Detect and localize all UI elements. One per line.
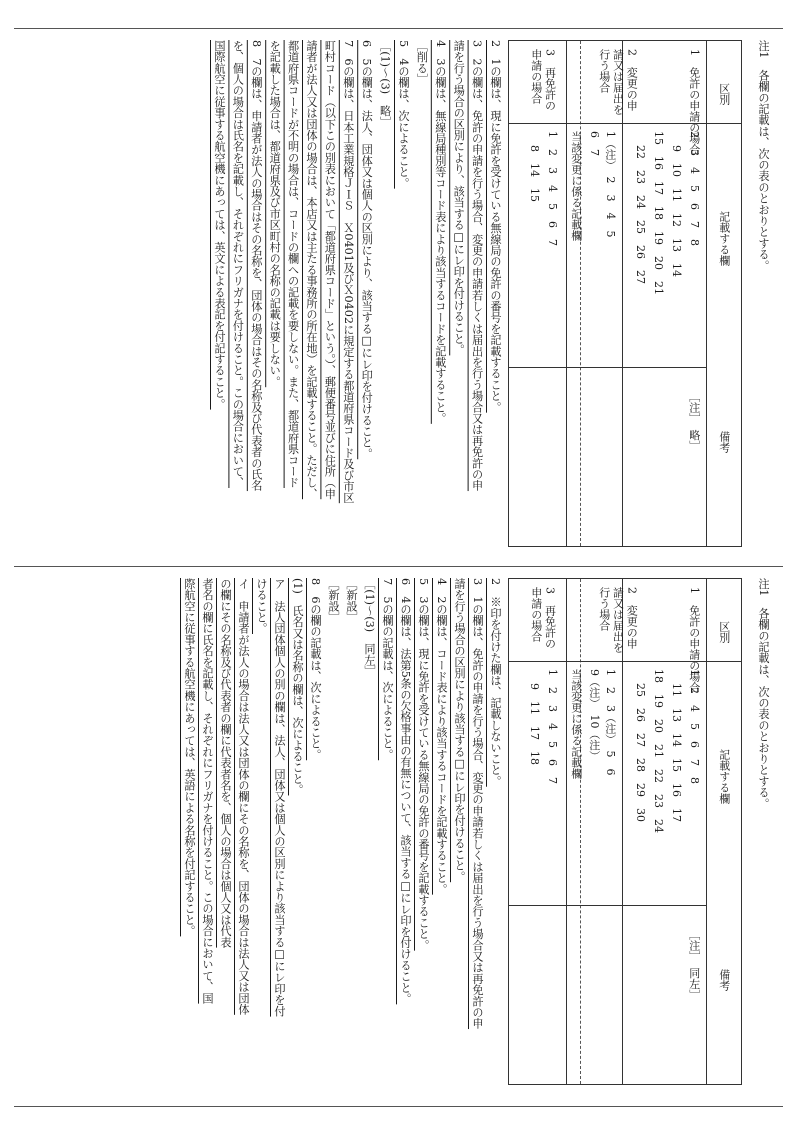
note-line: 2 1の欄は、現に免許を受けている無線局の免許の番号を記載すること。 bbox=[489, 40, 502, 413]
note-line: 国際航空に従事する航空機にあっては、英文による表記を付記すること。 bbox=[213, 40, 226, 410]
row1-kubun: 1 免許の申請の場合 bbox=[687, 49, 701, 155]
note-line: 者名の欄に氏名を記載し、それぞれにフリガナを付けること。この場合において、国 bbox=[201, 578, 214, 1004]
note-line: 7 6の欄は、日本工業規格ＪＩＳ Ｘ0401及びＸ0402に規定する都道府県コード及び市区 bbox=[341, 40, 355, 504]
note-line: 3 1の欄は、免許の申請を行う場合、変更の申請若しくは届出を行う場合又は再免許の申 bbox=[471, 578, 484, 1030]
row1-biko: ［注］ 略］ bbox=[687, 391, 701, 452]
note-line: 町村コード（以下この別表において「都道府県コード」という。）、郵便番号並びに住所（申 bbox=[323, 40, 337, 500]
row1-kisai-3: 18 19 20 21 22 23 24 bbox=[651, 669, 665, 833]
note-line: 8 7の欄は、申請者が法人の場合はその名称を、団体の場合はその名称及び代表者の氏名 bbox=[249, 40, 263, 492]
row3-kisai-2: 8 14 15 bbox=[527, 145, 541, 202]
note-line: 請者が法人又は団体の場合は、本店又は主たる事務所の所在地）を記載すること。ただし、 bbox=[305, 40, 318, 500]
panel-proposed bbox=[30, 578, 770, 1098]
row2-kisai-2: 6 7 bbox=[587, 131, 601, 156]
note-line: を記載した場合は、都道府県及び市区町村の名称の記載は要しない。 bbox=[268, 40, 282, 388]
note-line: 7 5の欄の記載は、次によること。 bbox=[381, 578, 394, 761]
note-line: ［新設］ bbox=[327, 578, 340, 623]
row1-kubun: 1 免許の申請の場合 bbox=[687, 587, 701, 693]
note-line: ［削る］ bbox=[415, 40, 429, 85]
panel-current bbox=[30, 40, 770, 560]
note-table bbox=[508, 40, 742, 547]
row1-kisai-1: 2 3 4 5 6 7 8 bbox=[687, 131, 701, 246]
note-line: 5 4の欄は、次によること。 bbox=[397, 40, 410, 189]
note-line: の欄にその名称及び代表者の欄に代表者名を、個人の場合は個人又は代表 bbox=[219, 578, 232, 948]
row1-kisai-1: 1 2 4 5 6 7 8 bbox=[687, 669, 701, 784]
panel-title: 注1 各欄の記載は、次の表のとおりとする。 bbox=[757, 578, 770, 810]
note-line: 都道府県コードが不明の場合は、コードの欄への記載を要しない。また、都道府県コード bbox=[286, 40, 300, 488]
header-biko: 備考 bbox=[717, 431, 731, 453]
divider-middle bbox=[14, 566, 783, 567]
divider-top bbox=[14, 28, 783, 29]
note-line: ア 法人団体個人の別の欄は、法人、団体又は個人の区別により該当する□にレ印を付 bbox=[273, 578, 286, 1017]
row1-kisai-2: 9 10 11 12 13 14 bbox=[669, 145, 683, 277]
row2-kisai-1: 1（注） 2 3 4 5 bbox=[603, 131, 617, 238]
row2-kisai-3: 当該変更に係る記載欄 bbox=[569, 131, 583, 241]
row2-kisai-1: 1 2 3（注） 5 6 bbox=[603, 669, 617, 776]
note-table bbox=[508, 578, 742, 1085]
note-line: 4 2の欄は、コード表により該当するコードを記載すること。 bbox=[435, 578, 448, 895]
row3-kisai-1: 1 2 3 4 5 6 7 bbox=[545, 131, 559, 246]
row2-kubun: 2 変更の申請又は届出を行う場合 bbox=[597, 587, 639, 653]
note-line: 2 ※印を付けた欄は、記載しないこと。 bbox=[489, 578, 502, 787]
note-line: 6 5の欄は、法人、団体又は個人の区別により、該当する□にレ印を付けること。 bbox=[360, 40, 374, 460]
row1-kisai-3: 15 16 17 18 19 20 21 bbox=[651, 131, 665, 295]
note-line: ［(1)〜(3) 略］ bbox=[378, 40, 392, 128]
row1-biko: ［注］ 同左］ bbox=[687, 929, 701, 1001]
panel-title: 注1 各欄の記載は、次の表のとおりとする。 bbox=[757, 40, 770, 272]
row2-kisai-2: 9（注） 10（注） bbox=[587, 669, 601, 762]
row2-kubun: 2 変更の申請又は届出を行う場合 bbox=[597, 49, 639, 115]
row2-kisai-3: 当該変更に係る記載欄 bbox=[569, 669, 583, 779]
note-line: 請を行う場合の区別により、該当する□にレ印を付けること。 bbox=[452, 40, 466, 356]
header-kisai: 記載する欄 bbox=[717, 749, 731, 804]
row1-kisai-4: 22 23 24 25 26 27 bbox=[633, 145, 647, 284]
row1-kisai-4: 25 26 27 28 29 30 bbox=[633, 683, 647, 822]
row3-kisai-2: 9 11 17 18 bbox=[527, 683, 541, 765]
note-line: 3 2の欄は、免許の申請を行う場合、変更の申請若しくは届出を行う場合又は再免許の申 bbox=[470, 40, 484, 492]
note-line: イ 申請者が法人の場合は法人又は団体の欄にその名称を、団体の場合は法人又は団体 bbox=[237, 578, 250, 1015]
note-line: 8 6の欄の記載は、次によること。 bbox=[309, 578, 322, 761]
note-line: 請を行う場合の区別により該当する□にレ印を付けること。 bbox=[453, 578, 466, 883]
header-kubun: 区別 bbox=[717, 83, 731, 105]
note-line: を、個人の場合は氏名を記載し、それぞれにフリガナを付けること。この場合において、 bbox=[231, 40, 245, 488]
note-line: ［(1)〜(3) 同左］ bbox=[363, 578, 376, 677]
row3-kisai-1: 1 2 3 4 5 6 7 bbox=[545, 669, 559, 784]
note-line: 際航空に従事する航空機にあっては、英語による名称を付記すること。 bbox=[183, 578, 196, 937]
divider-bottom bbox=[14, 1106, 783, 1107]
row3-kubun: 3 再免許の申請の場合 bbox=[529, 49, 557, 111]
note-line: 6 4の欄は、法第5条の欠格事由の有無について、該当する□にレ印を付けること。 bbox=[399, 578, 412, 1005]
row3-kubun: 3 再免許の申請の場合 bbox=[529, 587, 557, 649]
note-line: (1) 氏名又は名称の欄は、次によること。 bbox=[291, 578, 304, 796]
header-biko: 備考 bbox=[717, 969, 731, 991]
note-line: 5 3の欄は、現に免許を受けている無線局の免許の番号を記載すること。 bbox=[417, 578, 430, 951]
header-kubun: 区別 bbox=[717, 621, 731, 643]
header-kisai: 記載する欄 bbox=[717, 211, 731, 266]
note-line: 4 3の欄は、無線局種別等コード表により該当するコードを記載すること。 bbox=[433, 40, 447, 424]
note-line: ［新設］ bbox=[345, 578, 358, 623]
note-line: けること。 bbox=[255, 578, 268, 634]
row1-kisai-2: 11 13 14 15 16 17 bbox=[669, 683, 683, 822]
